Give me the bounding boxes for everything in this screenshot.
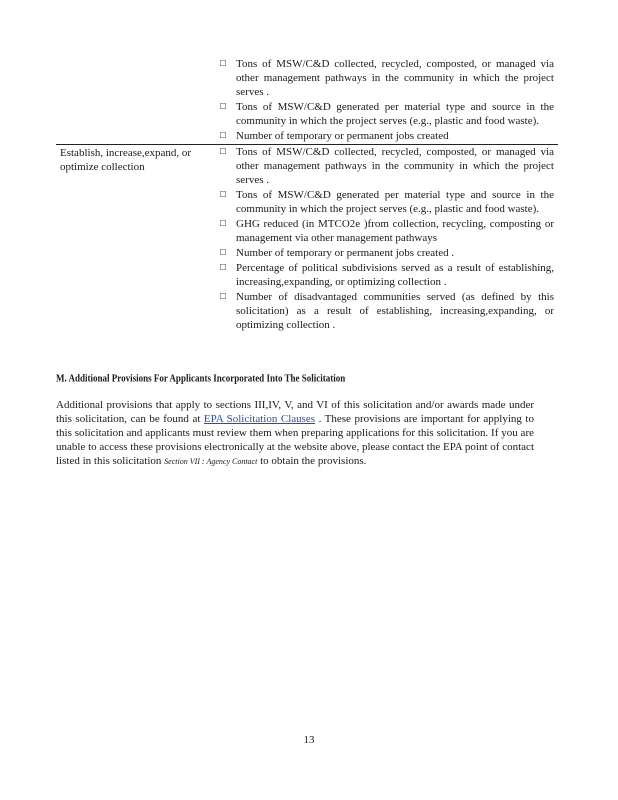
metric-text: GHG reduced (in MTCO2e )from collection, recycling, composting or management via other management pathways xyxy=(236,218,554,244)
metric-bullet xyxy=(218,246,558,260)
metric-bullet xyxy=(218,188,558,216)
metric-text: Tons of MSW/C&D collected, recycled, composted, or managed via other management pathways in the community in which the project serves . xyxy=(236,146,554,186)
table-row xyxy=(56,144,558,333)
table-cell-metrics xyxy=(218,145,558,333)
metrics-table xyxy=(56,57,558,333)
checkbox-bullet-icon: □ xyxy=(220,218,227,229)
metric-bullet xyxy=(218,129,558,143)
metric-bullet xyxy=(218,217,558,245)
checkbox-bullet-icon: □ xyxy=(220,130,227,141)
metric-text: Percentage of political subdivisions served as a result of establishing, increasing,expanding, or optimizing collection . xyxy=(236,262,554,288)
metric-text: Tons of MSW/C&D generated per material type and source in the community in which the project serves (e.g., plastic and food waste). xyxy=(236,189,554,215)
table-cell-metrics xyxy=(218,57,558,144)
provisions-paragraph xyxy=(56,398,534,469)
metric-bullet xyxy=(218,57,558,99)
section-heading: M. Additional Provisions For Applicants Incorporated Into The Solicitation xyxy=(56,372,346,384)
epa-solicitation-clauses-link[interactable]: EPA Solicitation Clauses xyxy=(203,413,316,425)
checkbox-bullet-icon: □ xyxy=(220,291,227,302)
metric-text: Tons of MSW/C&D collected, recycled, composted, or managed via other management pathways in the community in which the project serves . xyxy=(236,58,554,98)
metric-bullet xyxy=(218,261,558,289)
metric-text: Tons of MSW/C&D generated per material type and source in the community in which the project serves (e.g., plastic and food waste). xyxy=(236,101,554,127)
checkbox-bullet-icon: □ xyxy=(220,189,227,200)
section-reference: Section VII : Agency Contact xyxy=(164,457,258,466)
table-cell-category xyxy=(56,57,218,144)
metric-text: Number of disadvantaged communities served (as defined by this solicitation) as a result of establishing, increasing,expanding, or optimizing collection . xyxy=(236,291,554,331)
paragraph-text: Additional provisions that apply to sections III,IV, V, and VI of this solicitation and/or awards made under this solicitation, can be found at xyxy=(56,399,534,425)
metric-bullet xyxy=(218,100,558,128)
checkbox-bullet-icon: □ xyxy=(220,146,227,157)
paragraph-text: . These provisions are important for applying to this solicitation and applicants must review them when preparing applications for this solicitation. If you are unable to access these provisions electronically at the website above, please contact the EPA point of contact listed in this solicitation xyxy=(56,413,534,467)
metric-bullet xyxy=(218,290,558,332)
paragraph-text: to obtain the provisions. xyxy=(257,455,367,467)
table-row xyxy=(56,57,558,144)
checkbox-bullet-icon: □ xyxy=(220,247,227,258)
checkbox-bullet-icon: □ xyxy=(220,58,227,69)
metric-text: Number of temporary or permanent jobs created xyxy=(236,130,449,142)
checkbox-bullet-icon: □ xyxy=(220,101,227,112)
metric-text: Number of temporary or permanent jobs created . xyxy=(236,247,455,259)
page-number: 13 xyxy=(303,734,315,746)
table-cell-category: Establish, increase,expand, or optimize collection xyxy=(60,147,192,173)
metric-bullet xyxy=(218,145,558,187)
checkbox-bullet-icon: □ xyxy=(220,262,227,273)
